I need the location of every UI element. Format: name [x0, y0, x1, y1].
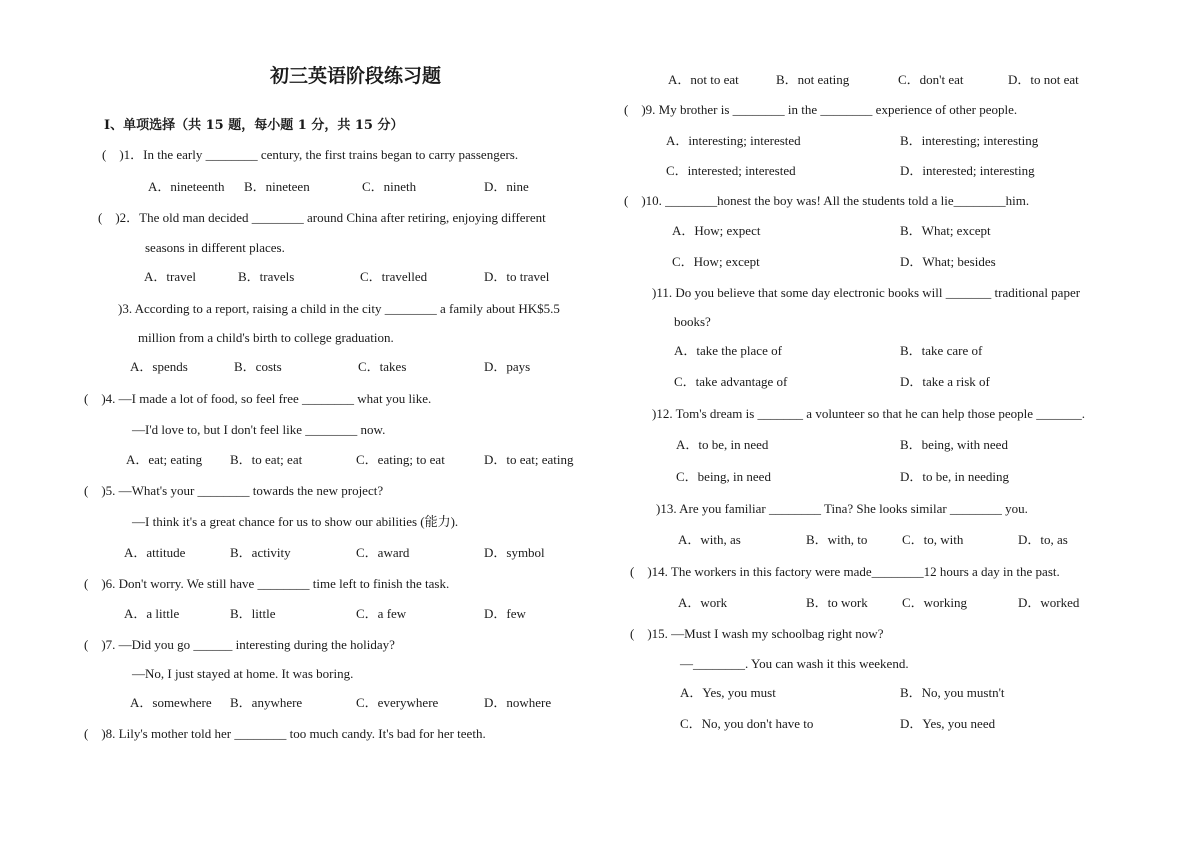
- q4-option-a: A．eat; eating: [126, 452, 203, 467]
- q3-option-b: B．costs: [234, 359, 282, 374]
- q5-option-a: A．attitude: [124, 545, 186, 560]
- q4-stem: ( )4. —I made a lot of food, so feel free ________ what you like.: [84, 391, 432, 406]
- q13-option-b: B．with, to: [806, 532, 868, 547]
- q9-stem: ( )9. My brother is ________ in the ________ experience of other people.: [624, 102, 1018, 117]
- q7-option-b: B．anywhere: [230, 695, 303, 710]
- q7-option-a: A．somewhere: [130, 695, 212, 710]
- q11-option-b: B．take care of: [900, 343, 983, 358]
- q11-option-d: D．take a risk of: [900, 374, 990, 389]
- q11-stem: )11. Do you believe that some day electronic books will _______ traditional paper: [652, 285, 1081, 300]
- q14-option-b: B．to work: [806, 595, 868, 610]
- q13-option-a: A．with, as: [678, 532, 741, 547]
- q3-option-a: A．spends: [130, 359, 188, 374]
- q7-stem-cont: —No, I just stayed at home. It was boring.: [132, 666, 354, 681]
- q12-option-d: D．to be, in needing: [900, 469, 1010, 484]
- q10-option-d: D．What; besides: [900, 254, 996, 269]
- q8-option-c: C．don't eat: [898, 72, 964, 87]
- q6-option-c: C．a few: [356, 606, 407, 621]
- q5-stem: ( )5. —What's your ________ towards the new project?: [84, 483, 384, 498]
- q5-stem-cont: —I think it's a great chance for us to show our abilities (能力).: [132, 514, 459, 529]
- q7-option-c: C．everywhere: [356, 695, 439, 710]
- q3-option-d: D．pays: [484, 359, 531, 374]
- q8-option-b: B．not eating: [776, 72, 850, 87]
- q1-stem: ( )1．In the early ________ century, the first trains began to carry passengers.: [102, 147, 519, 162]
- q2-option-b: B．travels: [238, 269, 295, 284]
- q6-option-b: B．little: [230, 606, 276, 621]
- q6-option-d: D．few: [484, 606, 526, 621]
- q2-stem: ( )2．The old man decided ________ around China after retiring, enjoying different: [98, 210, 546, 225]
- q12-option-a: A．to be, in need: [676, 437, 769, 452]
- q2-option-a: A．travel: [144, 269, 196, 284]
- q15-stem: ( )15. —Must I wash my schoolbag right now?: [630, 626, 884, 641]
- q11-stem-cont: books?: [674, 314, 711, 329]
- q3-option-c: C．takes: [358, 359, 407, 374]
- q8-option-a: A．not to eat: [668, 72, 739, 87]
- page-title: 初三英语阶段练习题: [270, 65, 442, 87]
- q12-stem: )12. Tom's dream is _______ a volunteer so that he can help those people _______.: [652, 406, 1085, 421]
- q14-option-a: A．work: [678, 595, 728, 610]
- q2-option-d: D．to travel: [484, 269, 550, 284]
- q10-stem: ( )10. ________honest the boy was! All the students told a lie________him.: [624, 193, 1030, 208]
- q14-option-d: D．worked: [1018, 595, 1080, 610]
- q6-stem: ( )6. Don't worry. We still have ________ time left to finish the task.: [84, 576, 450, 591]
- q9-option-d: D．interested; interesting: [900, 163, 1035, 178]
- q13-option-c: C．to, with: [902, 532, 964, 547]
- q11-option-c: C．take advantage of: [674, 374, 788, 389]
- q13-stem: )13. Are you familiar ________ Tina? She looks similar ________ you.: [656, 501, 1028, 516]
- q2-option-c: C．travelled: [360, 269, 428, 284]
- q6-option-a: A．a little: [124, 606, 180, 621]
- q9-option-b: B．interesting; interesting: [900, 133, 1039, 148]
- q4-stem-cont: —I'd love to, but I don't feel like ________ now.: [132, 422, 386, 437]
- q10-option-a: A．How; expect: [672, 223, 761, 238]
- q9-option-a: A．interesting; interested: [666, 133, 801, 148]
- q15-option-c: C．No, you don't have to: [680, 716, 814, 731]
- q4-option-b: B．to eat; eat: [230, 452, 303, 467]
- q10-option-c: C．How; except: [672, 254, 760, 269]
- q5-option-d: D．symbol: [484, 545, 545, 560]
- q1-option-c: C．nineth: [362, 179, 417, 194]
- q15-option-d: D．Yes, you need: [900, 716, 996, 731]
- q3-stem: )3. According to a report, raising a child in the city ________ a family about HK$5.5: [118, 301, 560, 316]
- q13-option-d: D．to, as: [1018, 532, 1068, 547]
- q11-option-a: A．take the place of: [674, 343, 782, 358]
- q1-option-d: D．nine: [484, 179, 529, 194]
- q8-option-d: D．to not eat: [1008, 72, 1079, 87]
- q5-option-c: C．award: [356, 545, 410, 560]
- q9-option-c: C．interested; interested: [666, 163, 796, 178]
- q5-option-b: B．activity: [230, 545, 291, 560]
- section-heading: I、单项选择（共 15 题，每小题 1 分，共 15 分）: [104, 118, 404, 133]
- q3-stem-cont: million from a child's birth to college graduation.: [138, 330, 394, 345]
- q1-option-b: B．nineteen: [244, 179, 310, 194]
- q4-option-c: C．eating; to eat: [356, 452, 445, 467]
- q12-option-b: B．being, with need: [900, 437, 1008, 452]
- q15-stem-cont: —________. You can wash it this weekend.: [680, 656, 909, 671]
- q15-option-a: A．Yes, you must: [680, 685, 776, 700]
- q14-option-c: C．working: [902, 595, 968, 610]
- q10-option-b: B．What; except: [900, 223, 991, 238]
- q7-stem: ( )7. —Did you go ______ interesting during the holiday?: [84, 637, 395, 652]
- q2-stem-cont: seasons in different places.: [145, 240, 285, 255]
- q1-option-a: A．nineteenth: [148, 179, 225, 194]
- q8-stem: ( )8. Lily's mother told her ________ too much candy. It's bad for her teeth.: [84, 726, 486, 741]
- q14-stem: ( )14. The workers in this factory were made________12 hours a day in the past.: [630, 564, 1060, 579]
- q4-option-d: D．to eat; eating: [484, 452, 574, 467]
- q12-option-c: C．being, in need: [676, 469, 771, 484]
- q15-option-b: B．No, you mustn't: [900, 685, 1005, 700]
- q7-option-d: D．nowhere: [484, 695, 552, 710]
